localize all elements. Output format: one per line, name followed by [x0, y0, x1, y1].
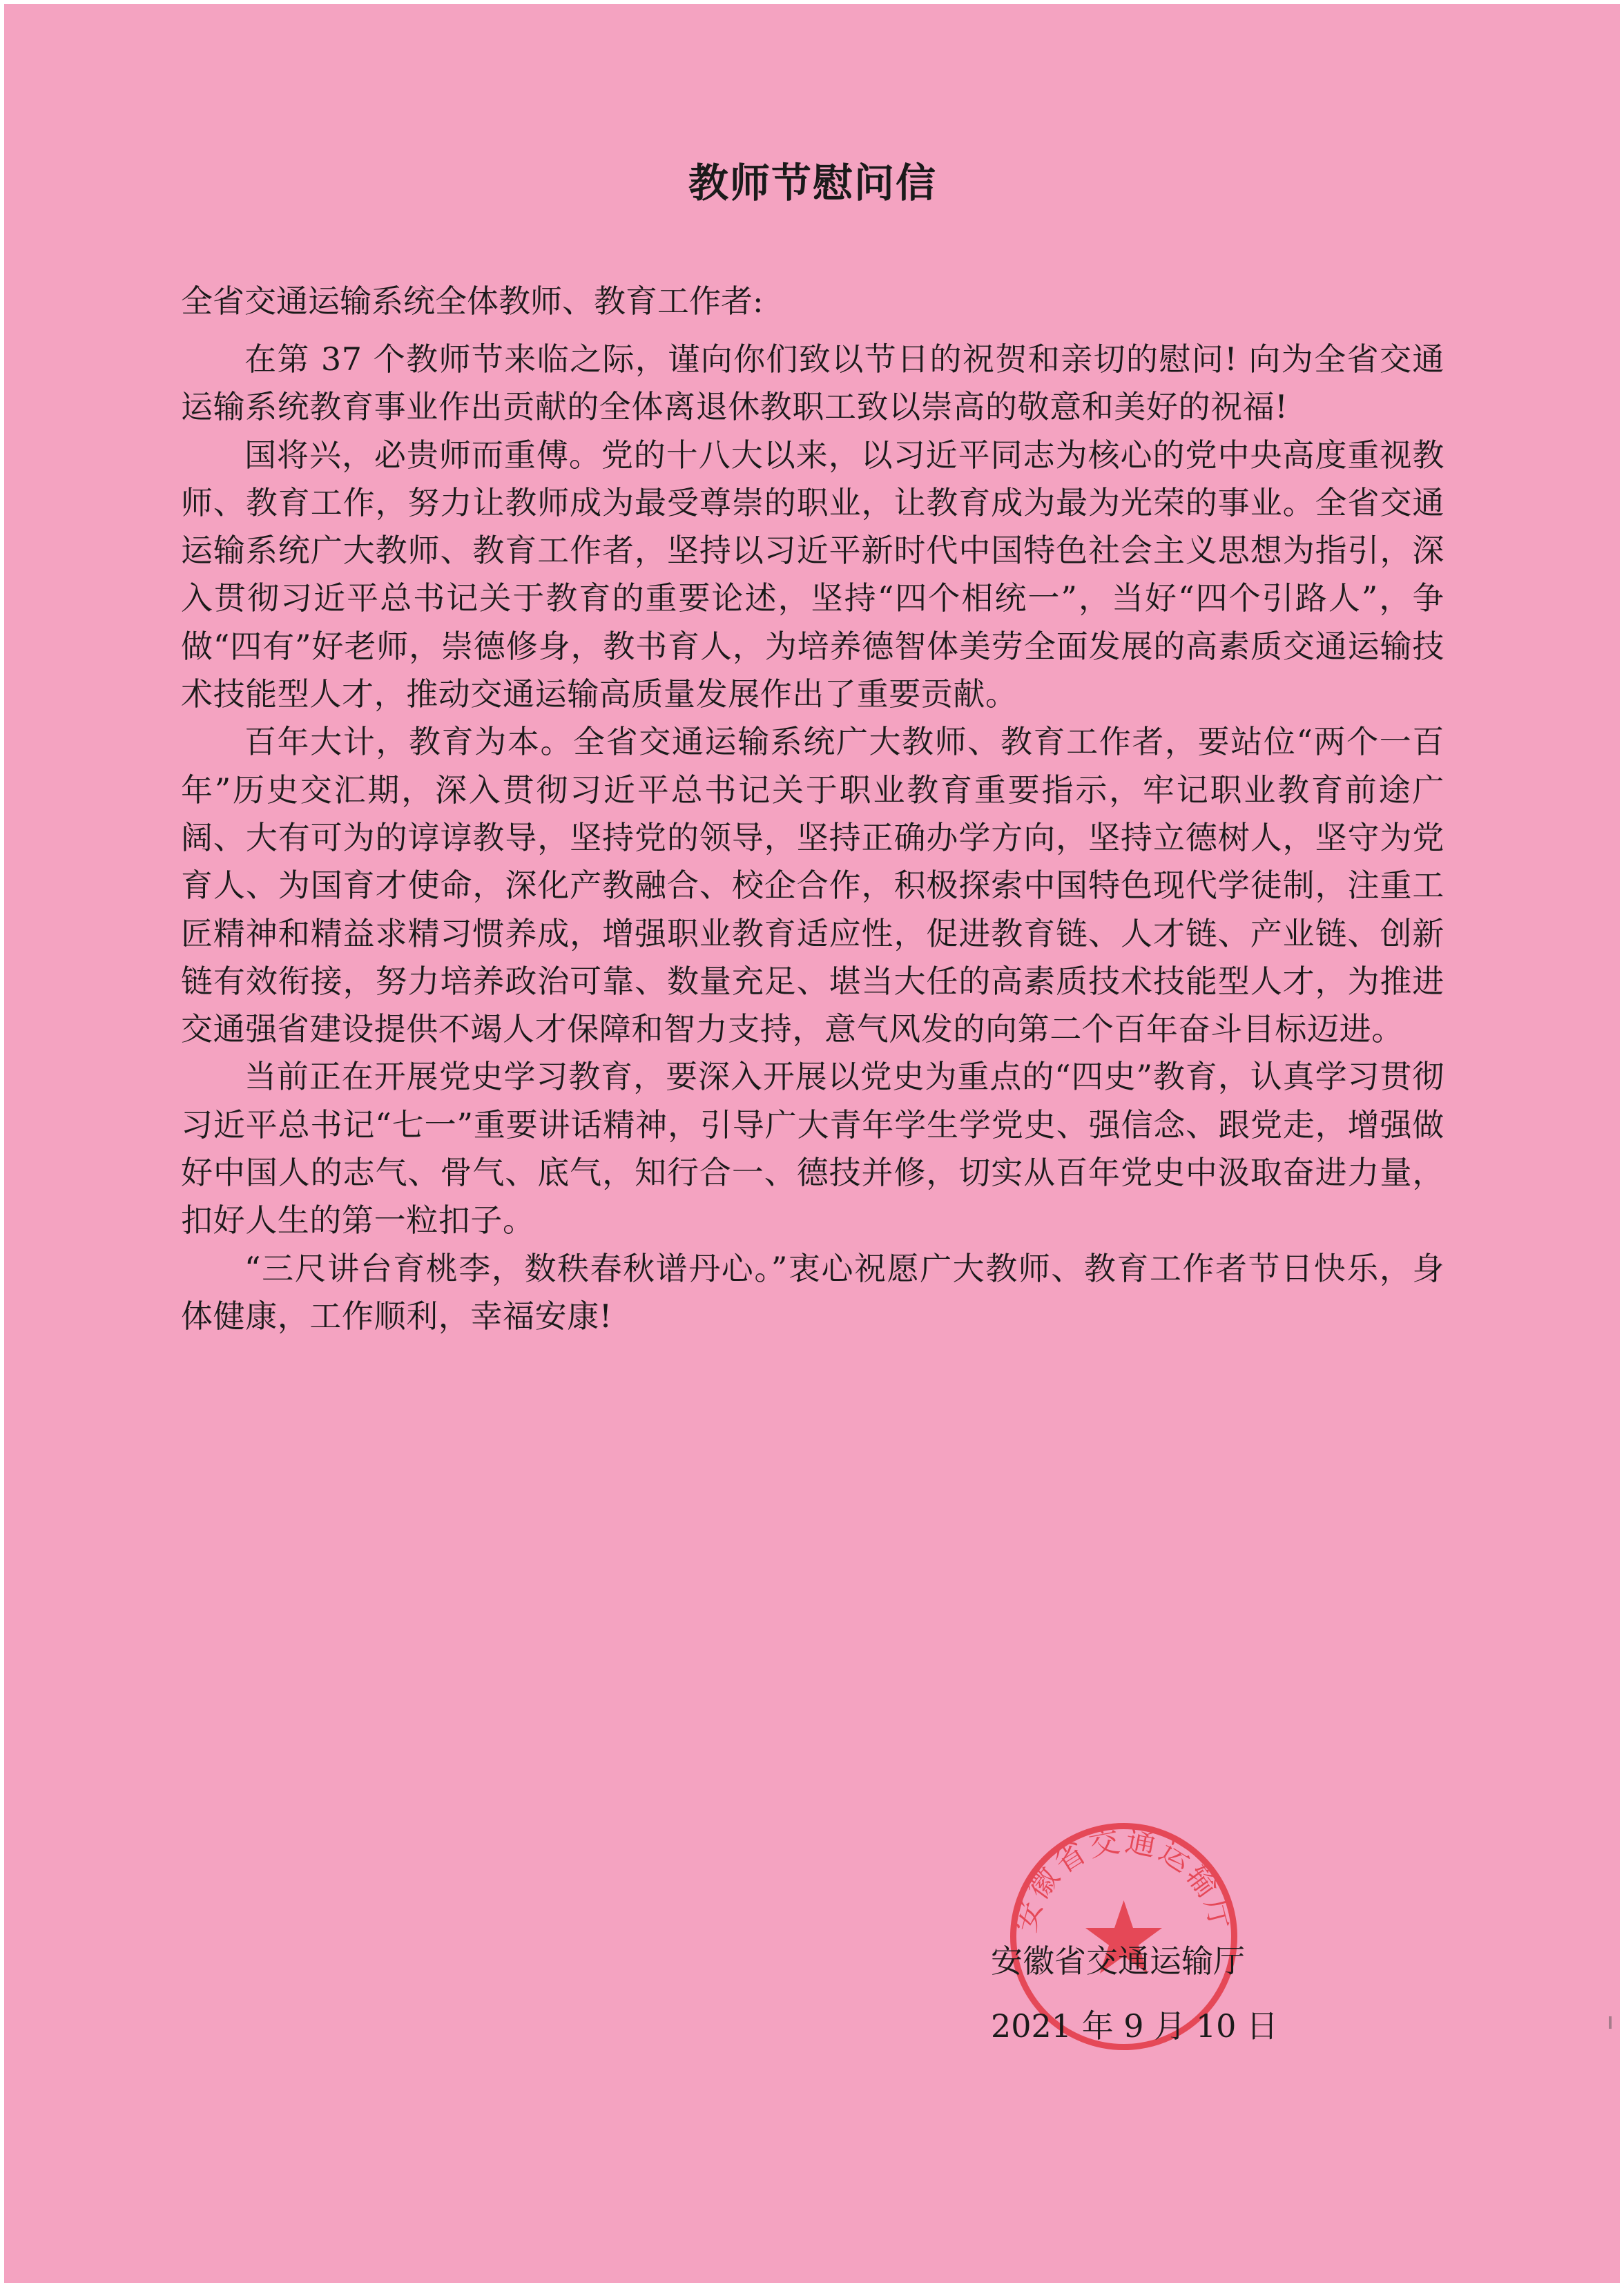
paragraph-party-history: 当前正在开展党史学习教育，要深入开展以党史为重点的“四史”教育，认真学习贯彻习近平总书记“七一”重要讲话精神，引导广大青年学生学党史、强信念、跟党走，增强做好中国人的志气、骨气、底气，知行合一、德技并修，切实从百年党史中汲取奋进力量，扣好人生的第一粒扣子。 [181, 1058, 1444, 1239]
signature-organization: 安徽省交通运输厅 [991, 1942, 1245, 1980]
scan-mark [1609, 2016, 1612, 2029]
paragraph-achievements: 国将兴，必贵师而重傅。党的十八大以来，以习近平同志为核心的党中央高度重视教师、教育工作，努力让教师成为最受尊崇的职业，让教育成为最为光荣的事业。全省交通运输系统广大教师、教育工作者，坚持以习近平新时代中国特色社会主义思想为指引，深入贯彻习近平总书记关于教育的重要论述，坚持“四个相统一”，当好“四个引路人”，争做“四有”好老师，崇德修身，教书育人，为培养德智体美劳全面发展的高素质交通运输技术技能型人才，推动交通运输高质量发展作出了重要贡献。 [181, 436, 1444, 713]
signature-block [991, 1929, 1278, 2058]
salutation: 全省交通运输系统全体教师、教育工作者: [181, 282, 764, 320]
signature-date: 2021 年 9 月 10 日 [991, 2007, 1278, 2045]
paragraph-greeting: 在第 37 个教师节来临之际，谨向你们致以节日的祝贺和亲切的慰问! 向为全省交通运输系统教育事业作出贡献的全体离退休教职工致以崇高的敬意和美好的祝福! [181, 340, 1444, 426]
seal-text: 安徽省交通运输厅 [1007, 1823, 1241, 1936]
letter-body [181, 336, 1444, 1340]
paragraph-mission: 百年大计，教育为本。全省交通运输系统广大教师、教育工作者，要站位“两个一百年”历史交汇期，深入贯彻习近平总书记关于职业教育重要指示，牢记职业教育前途广阔、大有可为的谆谆教导，坚持党的领导，坚持正确办学方向，坚持立德树人，坚守为党育人、为国育才使命，深化产教融合、校企合作，积极探索中国特色现代学徒制，注重工匠精神和精益求精习惯养成，增强职业教育适应性，促进教育链、人才链、产业链、创新链有效衔接，努力培养政治可靠、数量充足、堪当大任的高素质技术技能型人才，为推进交通强省建设提供不竭人才保障和智力支持，意气风发的向第二个百年奋斗目标迈进。 [181, 723, 1444, 1048]
letter-title: 教师节慰问信 [688, 160, 937, 206]
paragraph-closing-wishes: “三尺讲台育桃李，数秩春秋谱丹心。”衷心祝愿广大教师、教育工作者节日快乐，身体健康，工作顺利，幸福安康! [181, 1249, 1444, 1335]
